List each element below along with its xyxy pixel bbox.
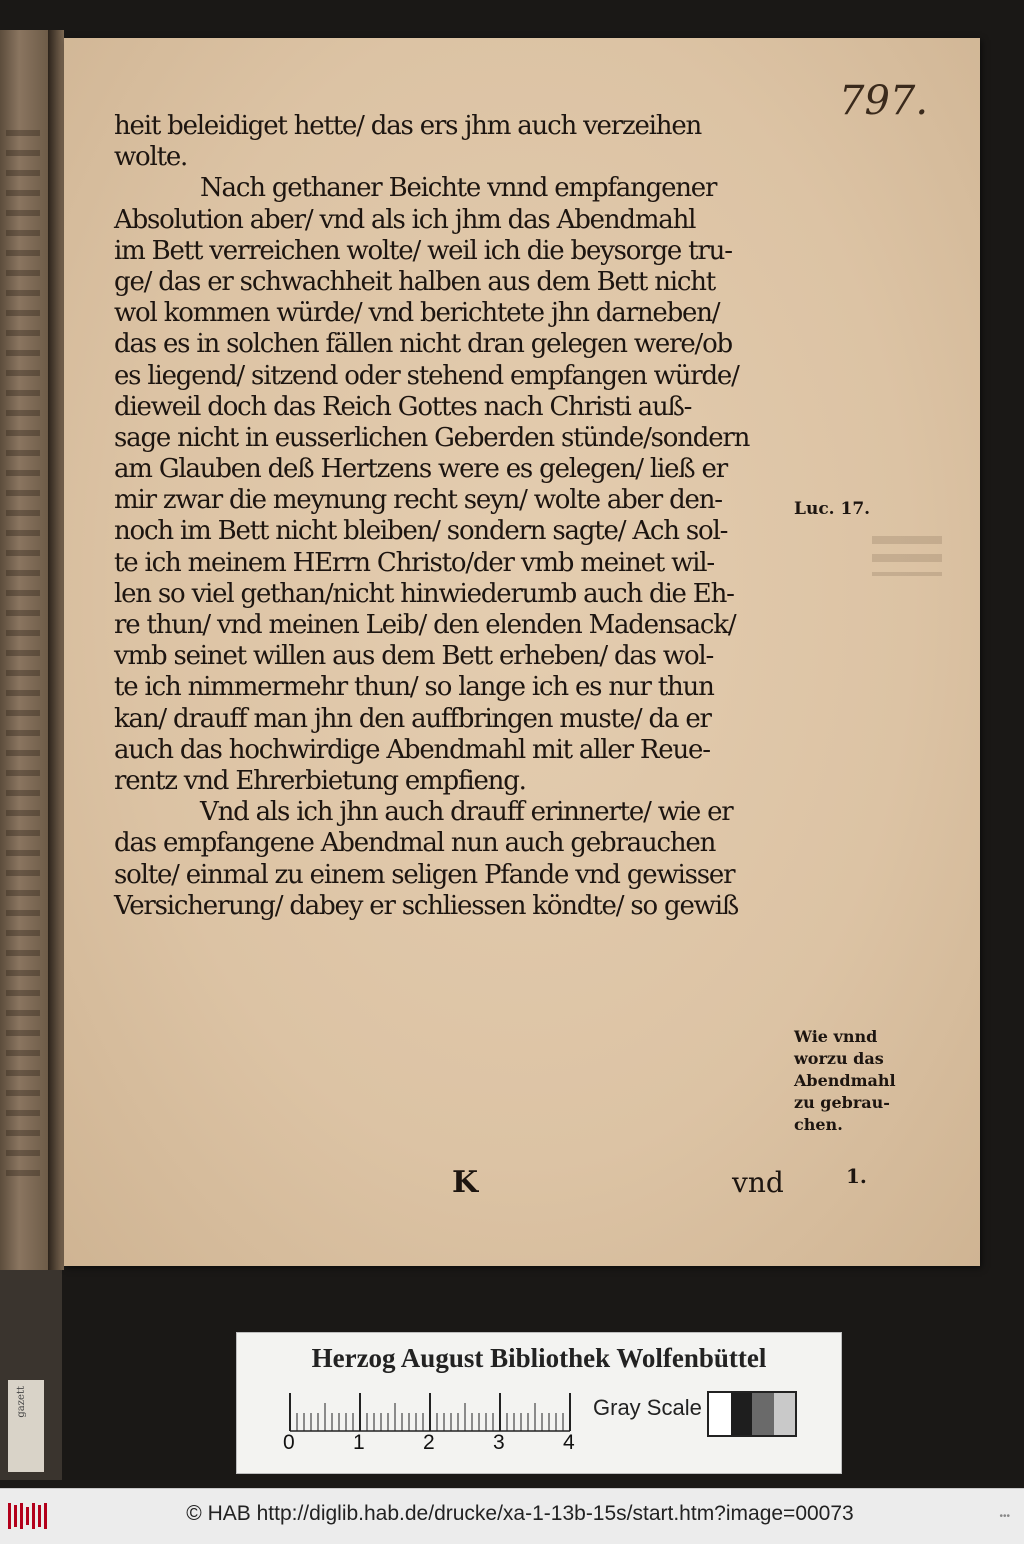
margin-note-abendmahl xyxy=(794,1026,944,1136)
footer-bar xyxy=(0,1488,1024,1544)
text-line: Nach gethaner Beichte vnnd empfangener xyxy=(200,173,717,204)
margin-note-line: chen. xyxy=(794,1115,843,1134)
text-line: rentz vnd Ehrerbietung empfieng. xyxy=(114,765,526,796)
bleed-through-ghost xyxy=(872,536,942,576)
gray-scale-swatches xyxy=(707,1391,797,1437)
text-line: am Glauben deß Hertzens were es gelegen/ ließ er xyxy=(114,454,727,485)
ruler-scale xyxy=(287,1391,577,1435)
text-line: noch im Bett nicht bleiben/ sondern sagte/ Ach sol- xyxy=(114,516,728,547)
gathering-number: 1. xyxy=(846,1164,867,1188)
ruler-label-2: 2 xyxy=(423,1431,435,1454)
text-line: heit beleidiget hette/ das ers jhm auch verzeihen xyxy=(114,111,702,141)
text-line: Absolution aber/ vnd als ich jhm das Abendmahl xyxy=(114,204,696,235)
text-line: das empfangene Abendmal nun auch gebrauchen xyxy=(114,828,716,859)
gray-swatch xyxy=(731,1393,753,1435)
signature-mark: K xyxy=(452,1165,479,1200)
text-line: re thun/ vnd meinen Leib/ den elenden Madensack/ xyxy=(114,610,736,640)
gray-swatch xyxy=(774,1393,796,1435)
ruler-label-4: 4 xyxy=(563,1431,575,1454)
previous-page-text-ghost xyxy=(6,130,40,1190)
text-line: Vnd als ich jhn auch drauff erinnerte/ wie er xyxy=(200,797,733,828)
margin-note-line: zu gebrau- xyxy=(794,1093,890,1112)
ruler-label-1: 1 xyxy=(353,1431,365,1454)
text-line: len so viel gethan/nicht hinwiederumb auch die Eh- xyxy=(114,578,734,609)
ruler-label-3: 3 xyxy=(493,1431,505,1454)
spine-label xyxy=(8,1380,44,1472)
text-line: solte/ einmal zu einem seligen Pfande vnd gewisser xyxy=(114,859,735,890)
gray-scale-label: Gray Scale xyxy=(593,1395,702,1420)
previous-page-edge xyxy=(0,30,48,1270)
text-line: Versicherung/ dabey er schliessen köndte/ so gewiß xyxy=(114,890,738,921)
spine-label-text: gazett xyxy=(16,1386,27,1418)
gray-swatch xyxy=(752,1393,774,1435)
text-line: das es in solchen fällen nicht dran gelegen were/ob xyxy=(114,329,732,360)
margin-note-line: Wie vnnd xyxy=(794,1027,878,1046)
text-line: mir zwar die meynung recht seyn/ wolte aber den- xyxy=(114,485,722,516)
library-name: Herzog August Bibliothek Wolfenbüttel xyxy=(311,1343,767,1373)
margin-note-line: worzu das xyxy=(794,1049,884,1068)
ruler-label-0: 0 xyxy=(283,1431,295,1454)
gray-swatch xyxy=(709,1393,731,1435)
book-page xyxy=(64,38,980,1266)
footer-mark: ••• xyxy=(999,1511,1010,1522)
text-line: te ich nimmermehr thun/ so lange ich es nur thun xyxy=(114,672,714,703)
margin-note-luc: Luc. 17. xyxy=(794,499,871,519)
library-color-card xyxy=(236,1332,842,1474)
catchword: vnd xyxy=(732,1166,784,1199)
text-line: ge/ das er schwachheit halben aus dem Bett nicht xyxy=(114,266,716,297)
book-gutter xyxy=(48,30,64,1270)
text-line: wol kommen würde/ vnd berichtete jhn darneben/ xyxy=(114,298,720,329)
source-url[interactable]: © HAB http://diglib.hab.de/drucke/xa-1-13b-15s/start.htm?image=00073 xyxy=(186,1502,854,1525)
page-number: 797. xyxy=(839,78,929,124)
text-line: im Bett verreichen wolte/ weil ich die beysorge tru- xyxy=(114,235,732,266)
text-line: wolte. xyxy=(114,142,188,173)
hab-logo-icon xyxy=(6,1501,48,1531)
margin-note-line: Abendmahl xyxy=(794,1071,896,1090)
text-line: dieweil doch das Reich Gottes nach Christi auß- xyxy=(114,391,692,422)
text-line: auch das hochwirdige Abendmahl mit aller Reue- xyxy=(114,734,710,765)
text-line: kan/ drauff man jhn den auffbringen muste/ da er xyxy=(114,703,711,734)
text-line: vmb seinet willen aus dem Bett erheben/ das wol- xyxy=(114,641,714,672)
text-line: es liegend/ sitzend oder stehend empfangen würde/ xyxy=(114,360,739,391)
text-line: te ich meinem HErrn Christo/der vmb meinet wil- xyxy=(114,547,714,578)
text-line: sage nicht in eusserlichen Geberden stünde/sondern xyxy=(114,422,750,453)
page-text-block xyxy=(114,111,804,922)
